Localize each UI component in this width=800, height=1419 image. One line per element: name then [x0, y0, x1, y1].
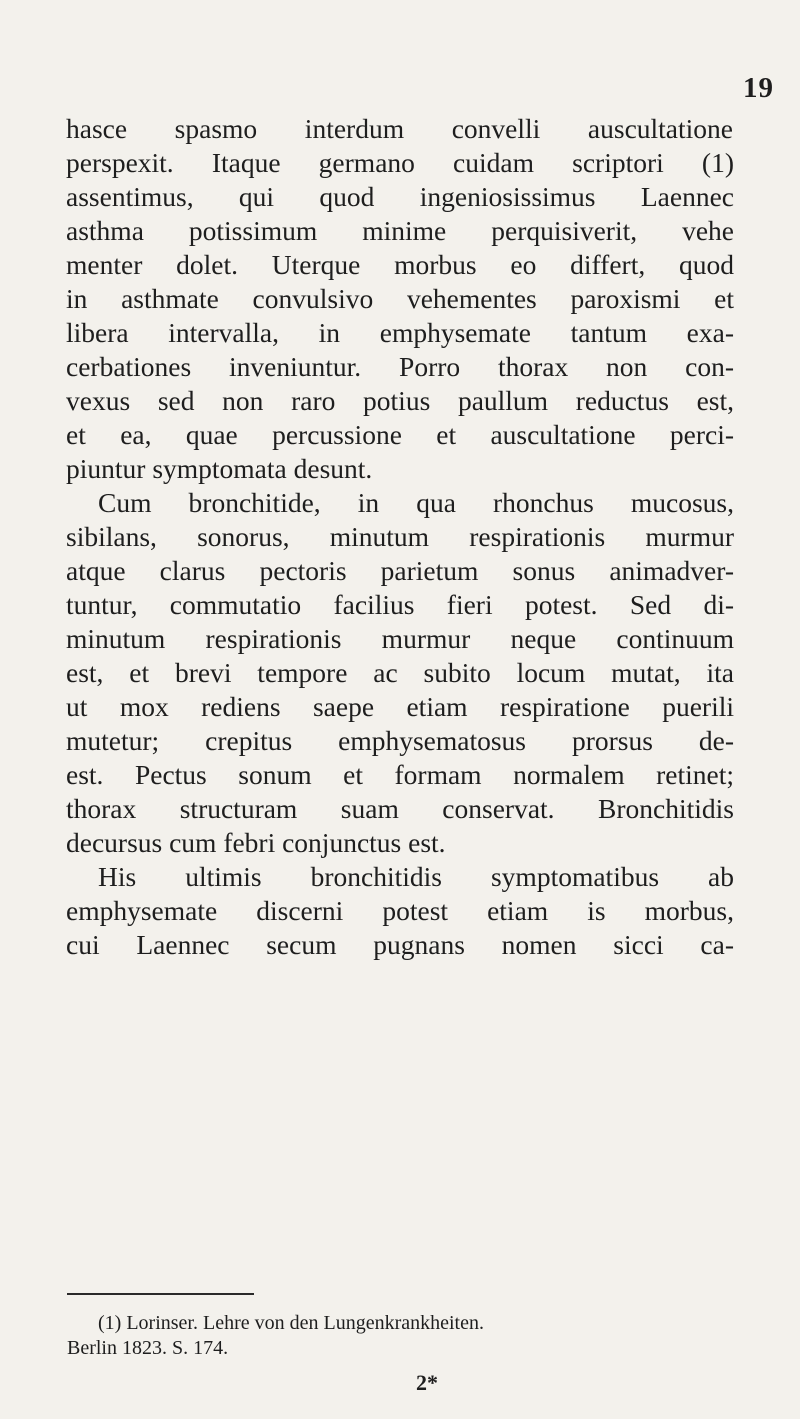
text-line: assentimus, qui quod ingeniosissimus Laennec: [66, 181, 734, 212]
text-line: thorax structuram suam conservat. Bronchitidis: [66, 793, 734, 824]
text-line: et ea, quae percussione et auscultatione perci-: [66, 419, 734, 450]
page-number: 19: [743, 72, 774, 104]
text-line: Cum bronchitide, in qua rhonchus mucosus,: [98, 487, 734, 518]
text-line: est. Pectus sonum et formam normalem retinet;: [66, 759, 734, 790]
text-line: hasce spasmo interdum convelli auscultatione: [66, 113, 733, 144]
footnote-line: (1) Lorinser. Lehre von den Lungenkrankheiten.: [98, 1312, 484, 1334]
text-line: mutetur; crepitus emphysematosus prorsus de-: [66, 725, 734, 756]
text-line: piuntur symptomata desunt.: [66, 453, 373, 484]
signature-mark: 2*: [416, 1370, 438, 1395]
text-line: libera intervalla, in emphysemate tantum exa-: [66, 317, 734, 348]
text-line: tuntur, commutatio facilius fieri potest. Sed di-: [66, 589, 734, 620]
text-line: cui Laennec secum pugnans nomen sicci ca-: [66, 929, 734, 960]
text-line: in asthmate convulsivo vehementes paroxismi et: [66, 283, 734, 314]
text-line: ut mox rediens saepe etiam respiratione puerili: [66, 691, 734, 722]
text-line: atque clarus pectoris parietum sonus animadver-: [66, 555, 734, 586]
text-line: cerbationes inveniuntur. Porro thorax non con-: [66, 351, 734, 382]
text-line: minutum respirationis murmur neque continuum: [66, 623, 734, 654]
text-line: emphysemate discerni potest etiam is morbus,: [66, 895, 734, 926]
text-line: menter dolet. Uterque morbus eo differt, quod: [66, 249, 734, 280]
text-line: decursus cum febri conjunctus est.: [66, 827, 446, 858]
text-line: asthma potissimum minime perquisiverit, vehe: [66, 215, 734, 246]
text-line: est, et brevi tempore ac subito locum mutat, ita: [66, 657, 734, 688]
footnote-line: Berlin 1823. S. 174.: [67, 1337, 229, 1359]
text-line: vexus sed non raro potius paullum reductus est,: [66, 385, 734, 416]
text-line: perspexit. Itaque germano cuidam scriptori (1): [66, 147, 734, 178]
text-line: sibilans, sonorus, minutum respirationis murmur: [66, 521, 734, 552]
footnote-rule: [67, 1293, 254, 1295]
text-line: His ultimis bronchitidis symptomatibus ab: [98, 861, 734, 892]
